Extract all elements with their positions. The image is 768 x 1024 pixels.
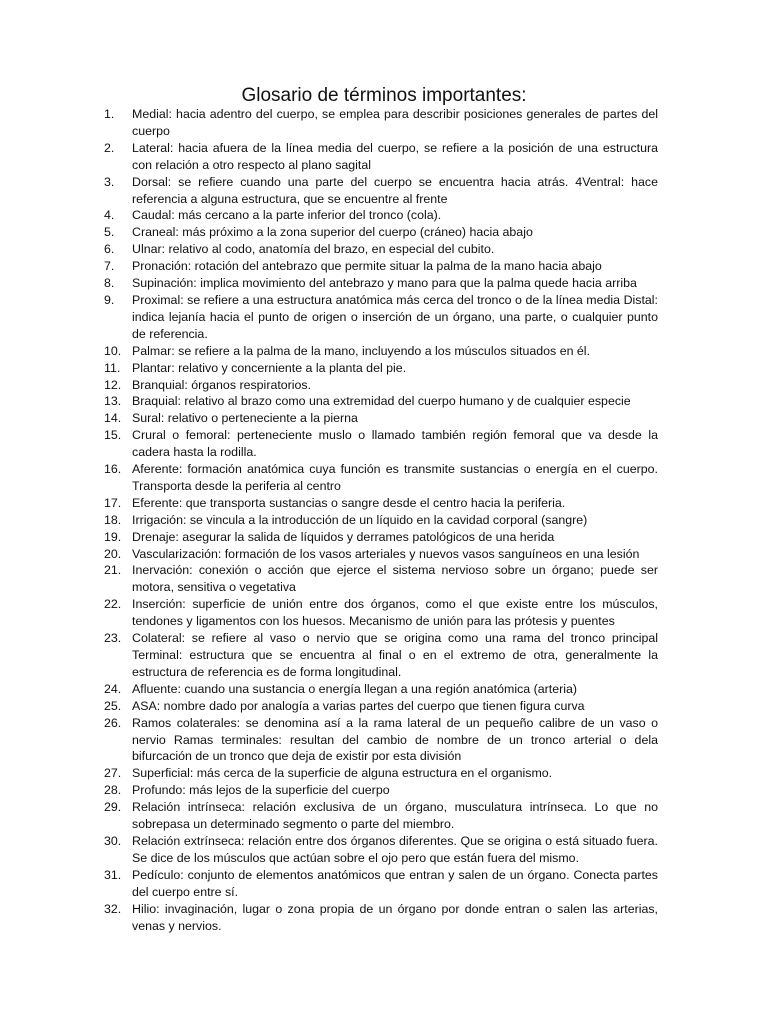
entry-number: 32. <box>104 901 122 916</box>
glossary-entry <box>104 901 658 935</box>
glossary-entry <box>104 360 658 377</box>
glossary-entry <box>104 393 658 410</box>
entry-number: 29. <box>104 800 122 815</box>
entry-number: 9. <box>104 292 115 307</box>
entry-number: 17. <box>104 495 122 510</box>
entry-number: 27. <box>104 766 122 781</box>
entry-text: Lateral: hacia afuera de la línea media del cuerpo, se refiere a la posición de una estructura con relación a otro respecto al plano sagital <box>132 140 658 172</box>
entry-text: Pronación: rotación del antebrazo que permite situar la palma de la mano hacia abajo <box>132 259 602 274</box>
glossary-entry <box>104 867 658 901</box>
glossary-entry <box>104 410 658 427</box>
entry-text: Hilio: invaginación, lugar o zona propia de un órgano por donde entran o salen las arterias, venas y nervios. <box>132 901 658 933</box>
glossary-entry <box>104 377 658 394</box>
entry-text: Superficial: más cerca de la superficie de alguna estructura en el organismo. <box>132 766 553 781</box>
entry-text: Aferente: formación anatómica cuya función es transmite sustancias o energía en el cuerpo. Transporta desde la periferia al centro <box>132 462 658 493</box>
glossary-entry <box>104 698 658 715</box>
glossary-entry <box>104 275 658 292</box>
glossary-entry <box>104 630 658 681</box>
glossary-entry <box>104 529 658 546</box>
entry-text: Branquial: órganos respiratorios. <box>132 377 312 392</box>
glossary-entry <box>104 681 658 698</box>
entry-number: 7. <box>104 259 115 274</box>
glossary-entry <box>104 799 658 833</box>
entry-number: 24. <box>104 681 122 696</box>
entry-text: Proximal: se refiere a una estructura anatómica más cerca del tronco o de la línea media Distal: indica lejanía hacia el punto de origen o inserción de un órgano, una parte, o cualquier punto de referencia. <box>132 292 658 341</box>
entry-text: ASA: nombre dado por analogía a varias partes del cuerpo que tienen figura curva <box>132 698 585 713</box>
glossary-entry <box>104 596 658 630</box>
glossary-entry <box>104 782 658 799</box>
entry-text: Vascularización: formación de los vasos arteriales y nuevos vasos sanguíneos en una lesión <box>132 546 640 561</box>
entry-text: Sural: relativo o perteneciente a la pierna <box>132 411 358 426</box>
entry-number: 6. <box>104 242 115 257</box>
entry-text: Relación intrínseca: relación exclusiva de un órgano, musculatura intrínseca. Lo que no sobrepasa un determinado segmento o parte del miembro. <box>132 800 658 832</box>
glossary-entry <box>104 546 658 563</box>
entry-number: 25. <box>104 698 122 713</box>
entry-text: Irrigación: se vincula a la introducción de un líquido en la cavidad corporal (sangre) <box>132 512 588 527</box>
entry-number: 1. <box>104 107 115 121</box>
entry-text: Afluente: cuando una sustancia o energía llegan a una región anatómica (arteria) <box>132 681 577 696</box>
glossary-entry <box>104 241 658 258</box>
entry-number: 31. <box>104 867 122 882</box>
entry-text: Braquial: relativo al brazo como una extremidad del cuerpo humano y de cualquier especie <box>132 394 631 409</box>
entry-number: 11. <box>104 360 121 375</box>
entry-text: Craneal: más próximo a la zona superior del cuerpo (cráneo) hacia abajo <box>132 225 533 240</box>
entry-text: Palmar: se refiere a la palma de la mano, incluyendo a los músculos situados en él. <box>132 343 591 358</box>
glossary-entry <box>104 512 658 529</box>
entry-text: Drenaje: asegurar la salida de líquidos y derrames patológicos de una herida <box>132 529 555 544</box>
entry-number: 18. <box>104 512 122 527</box>
entry-number: 28. <box>104 783 122 798</box>
entry-number: 26. <box>104 715 122 730</box>
entry-number: 5. <box>104 225 115 240</box>
glossary-entry <box>104 833 658 867</box>
entry-text: Colateral: se refiere al vaso o nervio que se origina como una rama del tronco principal Terminal: estructura que se encuentra al final o en el extremo de otra, generalmente la estructura de referencia es de forma longitudinal. <box>132 631 658 679</box>
entry-text: Inervación: conexión o acción que ejerce el sistema nervioso sobre un órgano; puede ser motora, sensitiva o vegetativa <box>132 563 658 595</box>
glossary-entry <box>104 292 658 343</box>
entry-text: Plantar: relativo y concerniente a la planta del pie. <box>132 360 407 375</box>
entry-text: Crural o femoral: perteneciente muslo o llamado también región femoral que va desde la cadera hasta la rodilla. <box>132 428 658 460</box>
entry-number: 12. <box>104 377 122 392</box>
entry-number: 21. <box>104 563 122 578</box>
glossary-list <box>104 106 658 934</box>
entry-text: Relación extrínseca: relación entre dos órganos diferentes. Que se origina o está situado fuera. Se dice de los músculos que actúan sobre el ojo pero que están fuera del mismo. <box>132 833 658 865</box>
entry-text: Ulnar: relativo al codo, anatomía del brazo, en especial del cubito. <box>132 242 495 257</box>
entry-number: 19. <box>104 529 122 544</box>
glossary-entry <box>104 495 658 512</box>
entry-text: Pedículo: conjunto de elementos anatómicos que entran y salen de un órgano. Conecta partes del cuerpo entre sí. <box>132 867 658 899</box>
entry-text: Caudal: más cercano a la parte inferior del tronco (cola). <box>132 208 442 223</box>
entry-number: 14. <box>104 411 122 426</box>
entry-text: Supinación: implica movimiento del antebrazo y mano para que la palma quede hacia arriba <box>132 276 637 291</box>
glossary-entry <box>104 140 658 174</box>
entry-number: 15. <box>104 428 122 443</box>
glossary-entry <box>104 106 658 140</box>
glossary-entry <box>104 562 658 596</box>
entry-text: Profundo: más lejos de la superficie del cuerpo <box>132 783 390 798</box>
entry-number: 10. <box>104 343 122 358</box>
glossary-entry <box>104 343 658 360</box>
entry-text: Ramos colaterales: se denomina así a la rama lateral de un pequeño calibre de un vaso o nervio Ramas terminales: resultan del cambio de nombre de un tronco arterial o dela bifurcación de un tronco que deja de existir por esta división <box>132 715 658 764</box>
entry-text: Eferente: que transporta sustancias o sangre desde el centro hacia la periferia. <box>132 495 566 510</box>
entry-number: 8. <box>104 276 115 291</box>
entry-number: 16. <box>104 462 122 477</box>
entry-number: 20. <box>104 546 122 561</box>
glossary-entry <box>104 174 658 208</box>
entry-text: Inserción: superficie de unión entre dos órganos, como el que existe entre los músculos, tendones y ligamentos con los huesos. Mecanismo de unión para las prótesis y puentes <box>132 597 658 629</box>
entry-number: 4. <box>104 208 115 223</box>
glossary-entry <box>104 258 658 275</box>
entry-number: 3. <box>104 174 115 189</box>
glossary-entry <box>104 427 658 461</box>
glossary-entry <box>104 715 658 766</box>
glossary-entry <box>104 461 658 495</box>
glossary-entry <box>104 765 658 782</box>
entry-number: 30. <box>104 833 122 848</box>
entry-number: 23. <box>104 631 122 646</box>
glossary-entry <box>104 224 658 241</box>
entry-text: Medial: hacia adentro del cuerpo, se emplea para describir posiciones generales de partes del cuerpo <box>132 107 658 138</box>
glossary-entry <box>104 207 658 224</box>
entry-number: 2. <box>104 140 115 155</box>
entry-number: 22. <box>104 597 122 612</box>
entry-number: 13. <box>104 394 122 409</box>
document-title: Glosario de términos importantes: <box>241 85 527 106</box>
entry-text: Dorsal: se refiere cuando una parte del cuerpo se encuentra hacia atrás. 4Ventral: hace referencia a alguna estructura, que se encuentre al frente <box>132 174 658 206</box>
